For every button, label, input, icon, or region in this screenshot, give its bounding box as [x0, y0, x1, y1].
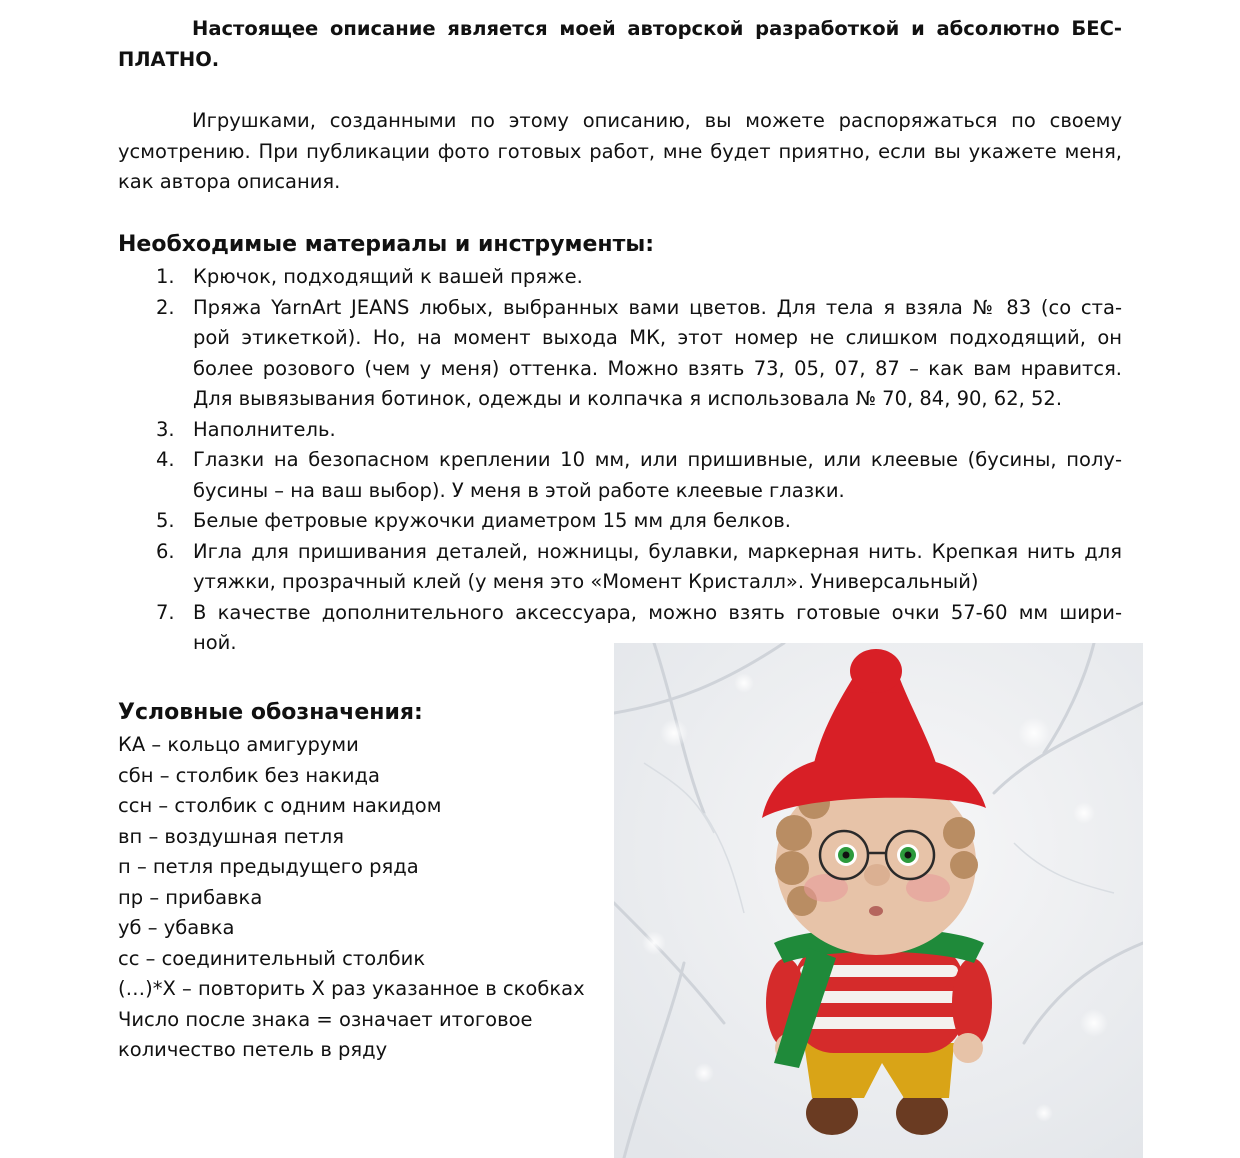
- text-line: ПЛАТНО.: [118, 47, 220, 71]
- text-line: рой этикеткой). Но, на момент выхода МК, этот номер не слишком подходящий, он: [193, 326, 1122, 349]
- text-line: Настоящее описание является моей авторской разработкой и абсолютно БЕС-: [192, 17, 1122, 40]
- text-line: Наполнитель.: [193, 417, 336, 441]
- list-number: 6.: [156, 539, 175, 563]
- list-item: [118, 262, 1122, 293]
- text-line: утяжки, прозрачный клей (у меня это «Момент Кристалл». Универсальный): [193, 570, 979, 593]
- list-number: 3.: [156, 417, 175, 441]
- text-line: усмотрению. При публикации фото готовых работ, мне будет приятно, если вы укажете меня,: [118, 139, 1122, 163]
- legend-item: Число после знака = означает итоговое: [118, 1007, 533, 1031]
- legend-item: (…)*Х – повторить Х раз указанное в скобках: [118, 977, 585, 1000]
- intro-paragraph-1: [118, 14, 1122, 75]
- list-number: 4.: [156, 448, 175, 471]
- legend-item: уб – убавка: [118, 916, 235, 939]
- legend-item: КА – кольцо амигуруми: [118, 733, 359, 756]
- text-line: Белые фетровые кружочки диаметром 15 мм для белков.: [193, 509, 791, 532]
- doll-illustration: [614, 643, 1143, 1158]
- materials-list: [118, 262, 1122, 659]
- text-line: как автора описания.: [118, 170, 341, 193]
- legend-item: сбн – столбик без накида: [118, 763, 380, 787]
- legend-item: ссн – столбик с одним накидом: [118, 794, 442, 817]
- list-item: [118, 445, 1122, 506]
- text-line: Пряжа YarnArt JEANS любых, выбранных вами цветов. Для тела я взяла № 83 (со ста-: [193, 295, 1122, 319]
- list-number: 2.: [156, 295, 175, 319]
- amigurumi-doll-photo: [614, 643, 1143, 1158]
- legend-heading: Условные обозначения:: [118, 700, 423, 725]
- text-line: Игрушками, созданными по этому описанию, вы можете распоряжаться по своему: [192, 109, 1122, 132]
- legend-item: п – петля предыдущего ряда: [118, 855, 419, 878]
- list-number: 1.: [156, 265, 175, 288]
- legend-item: пр – прибавка: [118, 885, 263, 909]
- list-item: [118, 506, 1122, 537]
- text-line: ной.: [193, 631, 237, 654]
- text-line: Для вывязывания ботинок, одежды и колпачка я использовала № 70, 84, 90, 62, 52.: [193, 387, 1063, 410]
- list-number: 5.: [156, 509, 175, 532]
- legend-item: вп – воздушная петля: [118, 824, 344, 848]
- legend-list: [118, 730, 585, 1066]
- intro-paragraph-2: [118, 106, 1122, 198]
- text-line: Глазки на безопасном креплении 10 мм, или пришивные, или клеевые (бусины, полу-: [193, 448, 1122, 471]
- materials-heading: Необходимые материалы и инструменты:: [118, 232, 655, 257]
- list-number: 7.: [156, 600, 175, 624]
- legend-item: сс – соединительный столбик: [118, 946, 426, 970]
- text-line: более розового (чем у меня) оттенка. Можно взять 73, 05, 07, 87 – как вам нравится.: [193, 356, 1122, 380]
- legend-item: количество петель в ряду: [118, 1038, 388, 1061]
- list-item: [118, 415, 1122, 446]
- text-line: В качестве дополнительного аксессуара, можно взять готовые очки 57-60 мм шири-: [193, 600, 1122, 624]
- list-item: [118, 537, 1122, 598]
- text-line: бусины – на ваш выбор). У меня в этой работе клеевые глазки.: [193, 478, 845, 502]
- text-line: Игла для пришивания деталей, ножницы, булавки, маркерная нить. Крепкая нить для: [193, 539, 1122, 563]
- list-item: [118, 293, 1122, 415]
- text-line: Крючок, подходящий к вашей пряже.: [193, 265, 583, 288]
